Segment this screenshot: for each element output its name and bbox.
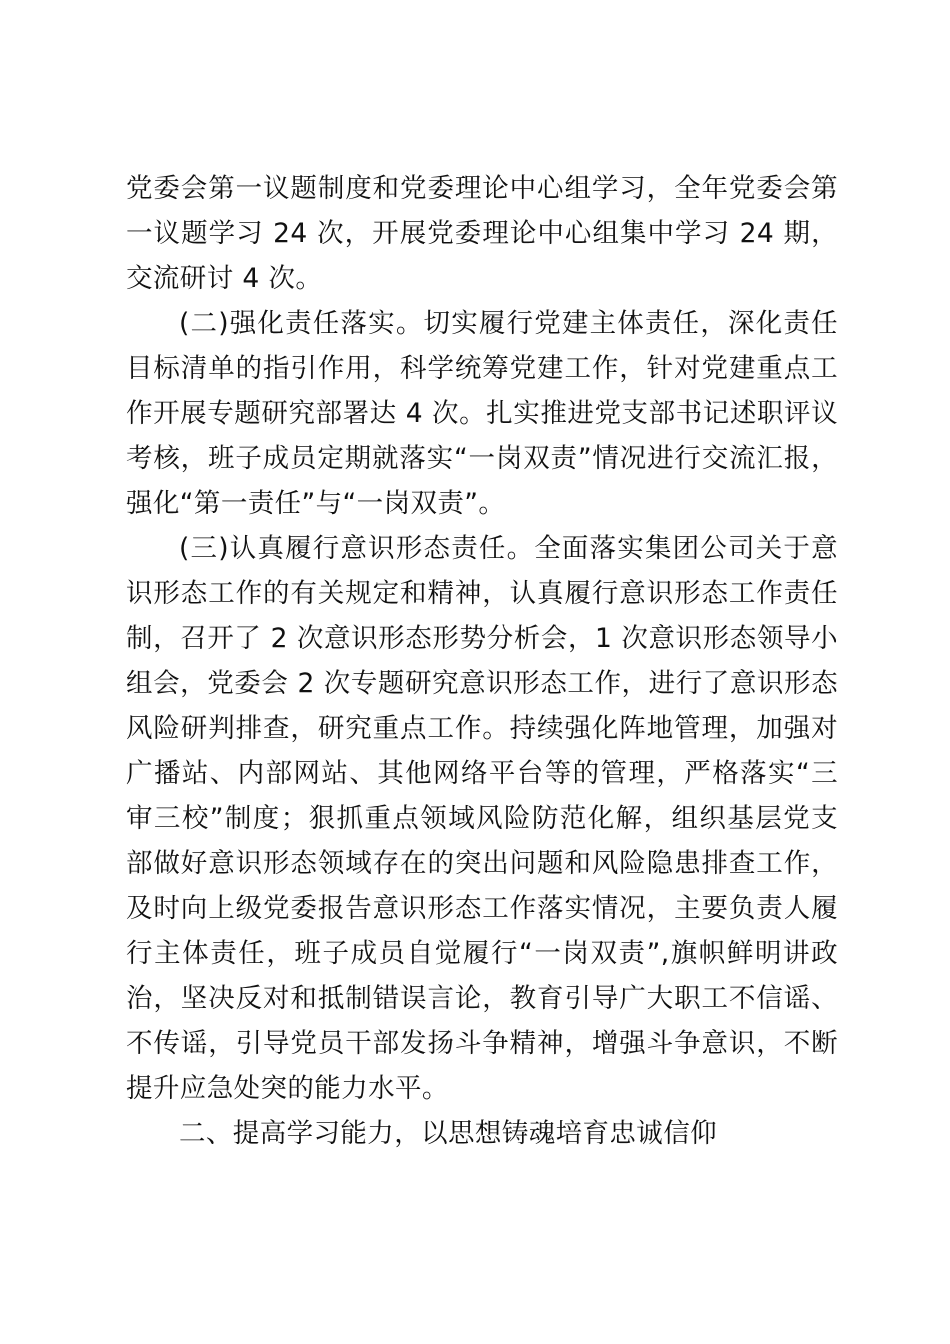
paragraph-continuation: 党委会第一议题制度和党委理论中心组学习，全年党委会第一议题学习 24 次，开展党委理论中心组集中学习 24 期，交流研讨 4 次。 (126, 173, 838, 294)
document-body (126, 166, 838, 1156)
section-heading-learning-ability: 二、提高学习能力，以思想铸魂培育忠诚信仰 (179, 1118, 717, 1149)
paragraph-ideology-responsibility: (三)认真履行意识形态责任。全面落实集团公司关于意识形态工作的有关规定和精神，认真履行意识形态工作责任制，召开了 2 次意识形态形势分析会，1 次意识形态领导小组会，党委会 2 次专题研究意识形态工作，进行了意识形态风险研判排查，研究重点工作。持续强化阵地管理，加强对广播站、内部网站、其他网络平台等的管理，严格落实“三审三校”制度；狠抓重点领域风险防范化解，组织基层党支部做好意识形态领域存在的突出问题和风险隐患排查工作，及时向上级党委报告意识形态工作落实情况，主要负责人履行主体责任，班子成员自觉履行“一岗双责”,旗帜鲜明讲政治，坚决反对和抵制错误言论，教育引导广大职工不信谣、不传谣，引导党员干部发扬斗争精神，增强斗争意识，不断提升应急处突的能力水平。 (126, 533, 838, 1104)
paragraph-strengthen-responsibility: (二)强化责任落实。切实履行党建主体责任，深化责任目标清单的指引作用，科学统筹党建工作，针对党建重点工作开展专题研究部署达 4 次。扎实推进党支部书记述职评议考核，班子成员定期就落实“一岗双责”情况进行交流汇报，强化“第一责任”与“一岗双责”。 (126, 308, 838, 519)
